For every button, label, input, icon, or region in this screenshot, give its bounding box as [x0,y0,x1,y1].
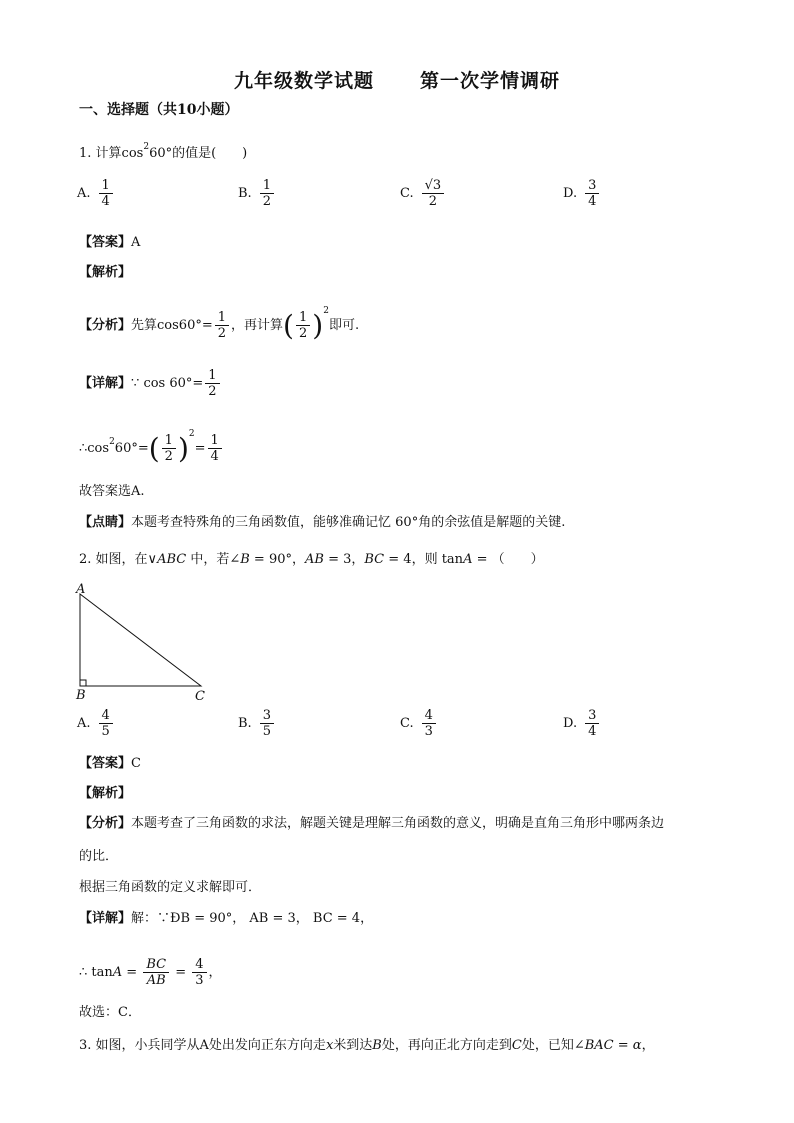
q1-answer: 【答案】A [79,235,141,250]
q2-xiangjie: 【详解】解：∵ÐB = 90°， AB = 3， BC = 4， [79,911,374,926]
q2-fenxi-line2: 的比． [79,849,119,864]
q2-stem: 2. 如图，在∨ABC 中，若∠B = 90°，AB = 3，BC = 4，则 tanA = （ ） [79,552,544,567]
figure-label-c: C [195,689,205,704]
q2-fenxi-line1: 【分析】本题考查了三角函数的求法，解题关键是理解三角函数的意义，明确是直角三角形中哪两条边 [79,816,665,831]
title-right: 第一次学情调研 [420,70,561,92]
q2-jiexi-tag: 【解析】 [79,786,132,801]
q1-calc: $\therefore\cos^260^\circ=$( $\frac{1}{2}$ )$^2$= $\frac{1}{4}$ [79,426,224,464]
q2-option-c[interactable]: C. $\frac{4}{3}$ [400,708,438,739]
figure-label-a: A [76,582,86,597]
q2-option-d[interactable]: D. $\frac{3}{4}$ [563,708,601,739]
q1-fenxi: 【分析】先算cos60°= $\frac{1}{2}$ ，再计算( $\frac{1}{2}$ )$^2$即可. [79,306,360,342]
q1-stem: 1. 计算$\cos^260^\circ$的值是( ) [79,142,248,161]
q2-option-b[interactable]: B. $\frac{3}{5}$ [238,708,276,739]
q1-xiangjie: 【详解】∵ cos 60°= $\frac{1}{2}$ [79,368,222,399]
q1-conclusion: 故答案选A. [79,484,145,499]
q2-fenxi-line3: 根据三角函数的定义求解即可． [79,880,262,895]
section-heading: 一、选择题（共10小题） [79,102,239,118]
q3-stem: 3. 如图，小兵同学从A处出发向正东方向走x米到达B处，再向正北方向走到C处，已知∠BAC = α， [79,1038,655,1053]
q1-option-d[interactable]: D. $\frac{3}{4}$ [563,178,601,209]
q1-jiexi-tag: 【解析】 [79,265,132,280]
page-title [0,66,794,93]
figure-label-b: B [76,688,86,703]
title-left: 九年级数学试题 [233,70,374,92]
q2-tan-calc: ∴ tanA = $\frac{BC}{AB}$ = $\frac{4}{3}$ ， [79,957,222,988]
q1-option-a[interactable]: A. $\frac{1}{4}$ [77,178,115,209]
q2-conclusion: 故选：C． [79,1005,141,1020]
q1-option-c[interactable]: C. $\frac{√3}{2}$ [400,178,446,209]
q1-option-b[interactable]: B. $\frac{1}{2}$ [238,178,276,209]
q2-answer: 【答案】C [79,756,141,771]
q1-dianjing: 【点睛】本题考查特殊角的三角函数值，能够准确记忆 60°角的余弦值是解题的关键. [79,515,566,530]
q2-option-a[interactable]: A. $\frac{4}{5}$ [77,708,115,739]
triangle-figure [70,580,220,705]
